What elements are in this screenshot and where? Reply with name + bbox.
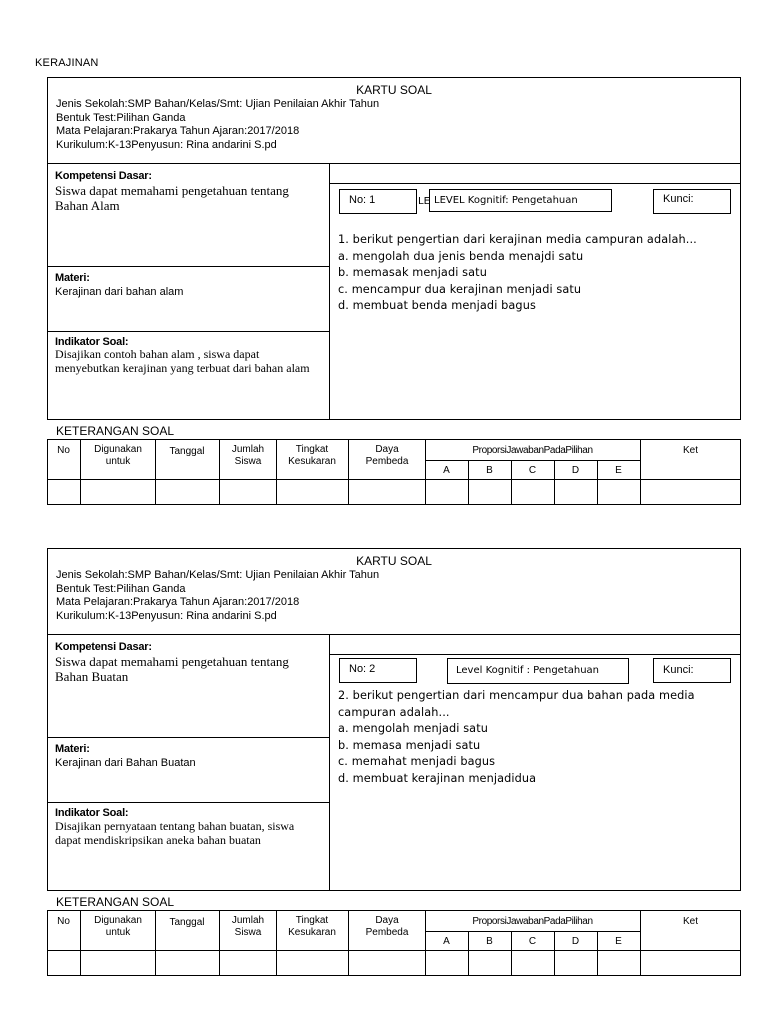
question-line: b. memasak menjadi satu [338,266,487,279]
th-digunakan: Digunakan untuk [94,444,142,467]
th-option-b: B [486,465,493,476]
divider [348,910,349,976]
indikator-label: Indikator Soal: [55,336,129,348]
divider [47,163,741,164]
th-option-a: A [443,936,450,947]
question-line: c. mencampur dua kerajinan menjadi satu [338,282,582,296]
th-option-e: E [615,465,622,476]
th-daya: Daya Pembeda [365,915,409,938]
th-option-a: A [443,465,450,476]
indikator-text: Disajikan contoh bahan alam , siswa dapat menyebutkan kerajinan yang terbuat dari bahan alam [55,347,310,375]
th-proporsi: ProporsiJawabanPadaPilihan [472,445,593,456]
level-kognitif: Level Kognitif : Pengetahuan [456,665,600,676]
question-number: No: 2 [349,663,376,675]
th-option-e: E [615,936,622,947]
kunci-label: Kunci: [663,664,694,676]
divider [329,163,330,420]
materi-label: Materi: [55,743,90,755]
question-text [338,688,695,787]
th-jumlah: Jumlah Siswa [231,915,265,938]
divider [47,634,741,635]
th-option-d: D [571,936,580,947]
th-jumlah: Jumlah Siswa [231,444,265,467]
question-line: 2. berikut pengertian dari mencampur dua bahan pada media [338,689,695,702]
divider [425,460,640,461]
meta-line: Mata Pelajaran:Prakarya Tahun Ajaran:2017/2018 [56,596,300,608]
meta-line: Jenis Sekolah:SMP Bahan/Kelas/Smt: Ujian Penilaian Akhir Tahun [56,98,380,110]
divider [80,439,81,505]
materi-label: Materi: [55,272,90,284]
th-tanggal: Tanggal [169,446,205,457]
kompetensi-text: Siswa dapat memahami pengetahuan tentang Bahan Alam [55,183,289,213]
question-line: a. mengolah menjadi satu [338,722,488,735]
card-meta [56,569,379,623]
kompetensi-label: Kompetensi Dasar: [55,170,152,182]
th-option-c: C [528,465,537,476]
question-line: a. mengolah dua jenis benda menajdi satu [338,249,584,263]
th-digunakan: Digunakan untuk [94,915,142,938]
question-text [338,232,697,315]
th-no: No [57,916,70,927]
divider [219,439,220,505]
divider [47,479,741,480]
meta-line: Jenis Sekolah:SMP Bahan/Kelas/Smt: Ujian Penilaian Akhir Tahun [56,569,380,581]
th-ket: Ket [682,916,698,927]
divider [425,931,640,932]
th-proporsi: ProporsiJawabanPadaPilihan [472,916,593,927]
th-option-c: C [528,936,537,947]
th-daya: Daya Pembeda [365,444,409,467]
divider [47,331,329,332]
th-option-d: D [571,465,580,476]
question-number: No: 1 [349,194,376,206]
card-meta [56,98,379,152]
level-prefix: LE [418,196,430,207]
kompetensi-label: Kompetensi Dasar: [55,641,152,653]
card-title: KARTU SOAL [356,554,432,568]
meta-line: Bentuk Test:Pilihan Ganda [56,111,186,124]
question-line: campuran adalah... [338,705,450,719]
question-line: d. membuat benda menjadi bagus [338,299,536,312]
th-tingkat: Tingkat Kesukaran [288,444,336,467]
meta-line: Bentuk Test:Pilihan Ganda [56,582,186,595]
th-tingkat: Tingkat Kesukaran [288,915,336,938]
divider [348,439,349,505]
meta-line: Kurikulum:K-13Penyusun: Rina andarini S.pd [56,609,277,622]
question-line: d. membuat kerajinan menjadidua [338,771,537,785]
question-line: b. memasa menjadi satu [338,738,481,752]
question-line: c. memahat menjadi bagus [338,755,496,768]
indikator-text: Disajikan pernyataan tentang bahan buatan, siswa dapat mendiskripsikan aneka bahan buatan [55,819,295,847]
divider [47,950,741,951]
th-no: No [57,445,70,456]
divider [47,737,329,738]
page-header: KERAJINAN [35,57,99,69]
divider [47,802,329,803]
divider [329,654,741,655]
divider [219,910,220,976]
divider [329,183,741,184]
indikator-label: Indikator Soal: [55,807,129,819]
materi-text: Kerajinan dari bahan alam [55,286,184,298]
card-title: KARTU SOAL [356,83,432,97]
kompetensi-text: Siswa dapat memahami pengetahuan tentang Bahan Buatan [55,654,289,684]
question-line: 1. berikut pengertian dari kerajinan media campuran adalah... [338,233,697,246]
divider [47,266,329,267]
level-kognitif: LEVEL Kognitif: Pengetahuan [434,195,578,206]
kunci-label: Kunci: [663,193,694,205]
meta-line: Kurikulum:K-13Penyusun: Rina andarini S.pd [56,138,277,151]
th-tanggal: Tanggal [169,917,205,928]
divider [80,910,81,976]
meta-line: Mata Pelajaran:Prakarya Tahun Ajaran:2017/2018 [56,125,300,137]
keterangan-label: KETERANGAN SOAL [56,424,175,438]
divider [329,634,330,891]
th-ket: Ket [682,445,698,456]
keterangan-label: KETERANGAN SOAL [56,895,175,909]
th-option-b: B [486,936,493,947]
materi-text: Kerajinan dari Bahan Buatan [55,757,196,769]
